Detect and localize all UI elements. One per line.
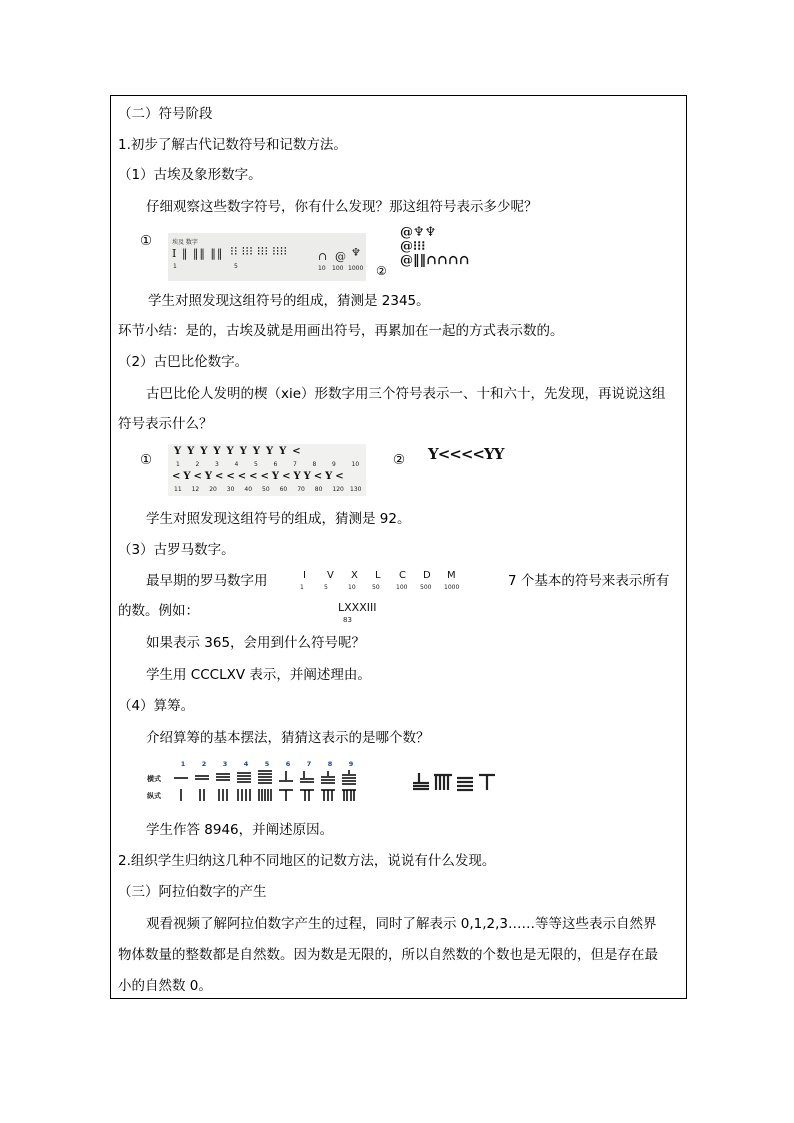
babylon-value-70: 70	[297, 486, 305, 493]
roman-example-value: 83	[343, 616, 352, 624]
egypt-question: 仔细观察这些数字符号，你有什么发现？那这组符号表示多少呢？	[146, 199, 538, 215]
rod-digit-4: 4	[243, 760, 249, 768]
babylon-value-130: 130	[350, 486, 362, 493]
babylon-value-5: 5	[254, 461, 258, 468]
babylon-value-20: 20	[209, 486, 217, 493]
rods-row-vertical-label: 纵式	[147, 792, 161, 800]
rods-row-horizontal-label: 横式	[147, 775, 161, 783]
roman-symbol-M: M	[447, 570, 456, 581]
egypt-coil-icon: @	[335, 250, 346, 263]
egypt-summary: 环节小结：是的，古埃及就是用画出符号，再累加在一起的方式表示数的。	[118, 323, 564, 339]
roman-line-suffix: 7 个基本的符号来表示所有	[508, 573, 670, 589]
babylon-answer: 学生对照发现这组符号的组成，猜测是 92。	[146, 511, 411, 527]
egypt-value-1: 1	[173, 263, 177, 270]
egypt-fig-caption: 埃及 数字	[172, 239, 198, 246]
rod-digit-6: 6	[285, 760, 291, 768]
roman-line2: 的数。例如：	[118, 603, 199, 619]
egypt-example-symbols: @♆♆ @⁝⁝⁝ @‖‖∩∩∩∩	[400, 225, 470, 268]
babylon-value-3: 3	[215, 461, 219, 468]
babylon-value-60: 60	[279, 486, 288, 493]
egypt-heel-icon: ∩	[318, 250, 328, 263]
roman-symbol-L: L	[375, 570, 381, 581]
stage3-para-line3: 小的自然数 0。	[118, 978, 212, 994]
babylon-value-8: 8	[312, 461, 317, 468]
rods-intro: 介绍算筹的基本摆法，猜猜这表示的是哪个数？	[146, 730, 430, 746]
babylonian-numerals-figure	[168, 444, 366, 496]
egyptian-numerals-figure	[168, 233, 366, 281]
babylon-value-120: 120	[332, 486, 344, 493]
roman-answer: 学生用 CCCLXV 表示，并阐述理由。	[146, 667, 371, 683]
roman-symbol-I: I	[303, 570, 306, 581]
egypt-fig1-marker: ①	[140, 233, 153, 249]
babylon-heading: （2）古巴比伦数字。	[118, 354, 249, 370]
roman-symbol-V: V	[327, 570, 334, 581]
egypt-lotus-icon: ♆	[351, 246, 361, 259]
babylon-fig1-marker: ①	[140, 452, 153, 468]
roman-heading: （3）古罗马数字。	[118, 542, 235, 558]
egypt-heading: （1）古埃及象形数字。	[118, 167, 262, 183]
roman-question: 如果表示 365，会用到什么符号呢？	[146, 635, 366, 651]
rods-answer: 学生作答 8946，并阐述原因。	[146, 822, 334, 838]
roman-symbol-C: C	[399, 570, 406, 581]
rod-digit-7: 7	[306, 760, 312, 768]
stage2-heading: （二）符号阶段	[118, 106, 213, 122]
roman-example-symbol: LXXXIII	[338, 601, 377, 614]
egypt-strokes-5-9: ⁝⁝ ⁝⁝⁝ ⁝⁝⁝ ⁝⁝⁝⁝	[230, 244, 288, 258]
rod-digit-2: 2	[201, 760, 207, 768]
roman-value-1000: 1000	[444, 584, 460, 591]
babylon-fig2-marker: ②	[393, 452, 406, 468]
stage3-heading: （三）阿拉伯数字的产生	[118, 884, 267, 900]
item1-text: 1.初步了解古代记数符号和记数方法。	[118, 137, 347, 153]
babylon-value-1: 1	[176, 461, 180, 468]
roman-value-5: 5	[324, 584, 328, 591]
rod-digit-1: 1	[180, 760, 186, 768]
rods-heading: （4）算筹。	[118, 698, 195, 714]
babylon-value-4: 4	[234, 461, 239, 468]
roman-symbol-X: X	[351, 570, 358, 581]
rod-digit-3: 3	[222, 760, 228, 768]
roman-value-50: 50	[372, 584, 380, 591]
egypt-fig2-marker: ②	[376, 264, 387, 278]
babylon-value-10: 10	[351, 461, 360, 468]
babylon-value-11: 11	[174, 486, 182, 493]
babylon-value-7: 7	[293, 461, 297, 468]
babylon-value-30: 30	[226, 486, 235, 493]
babylon-value-50: 50	[262, 486, 270, 493]
roman-value-100: 100	[396, 584, 408, 591]
babylon-example-symbols: Υ<<<<ΥΥ	[428, 445, 504, 463]
stage3-para-line1: 观看视频了解阿拉伯数字产生的过程，同时了解表示 0,1,2,3……等等这些表示自然界	[146, 916, 657, 932]
rod-digit-5: 5	[264, 760, 270, 768]
egypt-value-10: 10	[318, 265, 326, 272]
babylon-row2-symbols: <Υ<Υ<<<<<Υ<ΥΥ<Υ<	[172, 471, 347, 482]
babylon-intro-line1: 古巴比伦人发明的楔（xie）形数字用三个符号表示一、十和六十，先发现，再说说这组	[146, 386, 666, 402]
roman-line-prefix: 最早期的罗马数字用	[146, 573, 268, 589]
roman-symbol-D: D	[423, 570, 431, 581]
rod-digit-8: 8	[327, 760, 333, 768]
babylon-intro-line2: 符号表示什么？	[118, 416, 213, 432]
rods-example-8946	[412, 772, 498, 792]
counting-rods-glyphs	[171, 768, 361, 804]
rod-digit-9: 9	[348, 760, 354, 768]
egypt-strokes-1-4: Ⅰ ‖ ‖‖ ‖‖	[172, 247, 224, 260]
babylon-value-6: 6	[273, 461, 278, 468]
egypt-answer: 学生对照发现这组符号的组成，猜测是 2345。	[148, 293, 430, 309]
babylon-row1-symbols: ΥΥΥΥΥΥΥΥΥ<	[174, 446, 307, 457]
roman-value-500: 500	[420, 584, 432, 591]
egypt-value-1000: 1000	[348, 265, 364, 272]
babylon-value-2: 2	[195, 461, 200, 468]
babylon-value-12: 12	[191, 486, 200, 493]
babylon-value-40: 40	[244, 486, 253, 493]
item2-text: 2.组织学生归纳这几种不同地区的记数方法，说说有什么发现。	[118, 853, 496, 869]
roman-value-10: 10	[348, 584, 356, 591]
stage3-para-line2: 物体数量的整数都是自然数。因为数是无限的，所以自然数的个数也是无限的，但是存在最	[118, 947, 658, 963]
roman-value-1: 1	[300, 584, 304, 591]
babylon-value-80: 80	[314, 486, 323, 493]
egypt-value-100: 100	[332, 265, 344, 272]
egypt-value-5: 5	[234, 263, 238, 270]
babylon-value-9: 9	[332, 461, 336, 468]
counting-rods-figure	[147, 760, 367, 804]
